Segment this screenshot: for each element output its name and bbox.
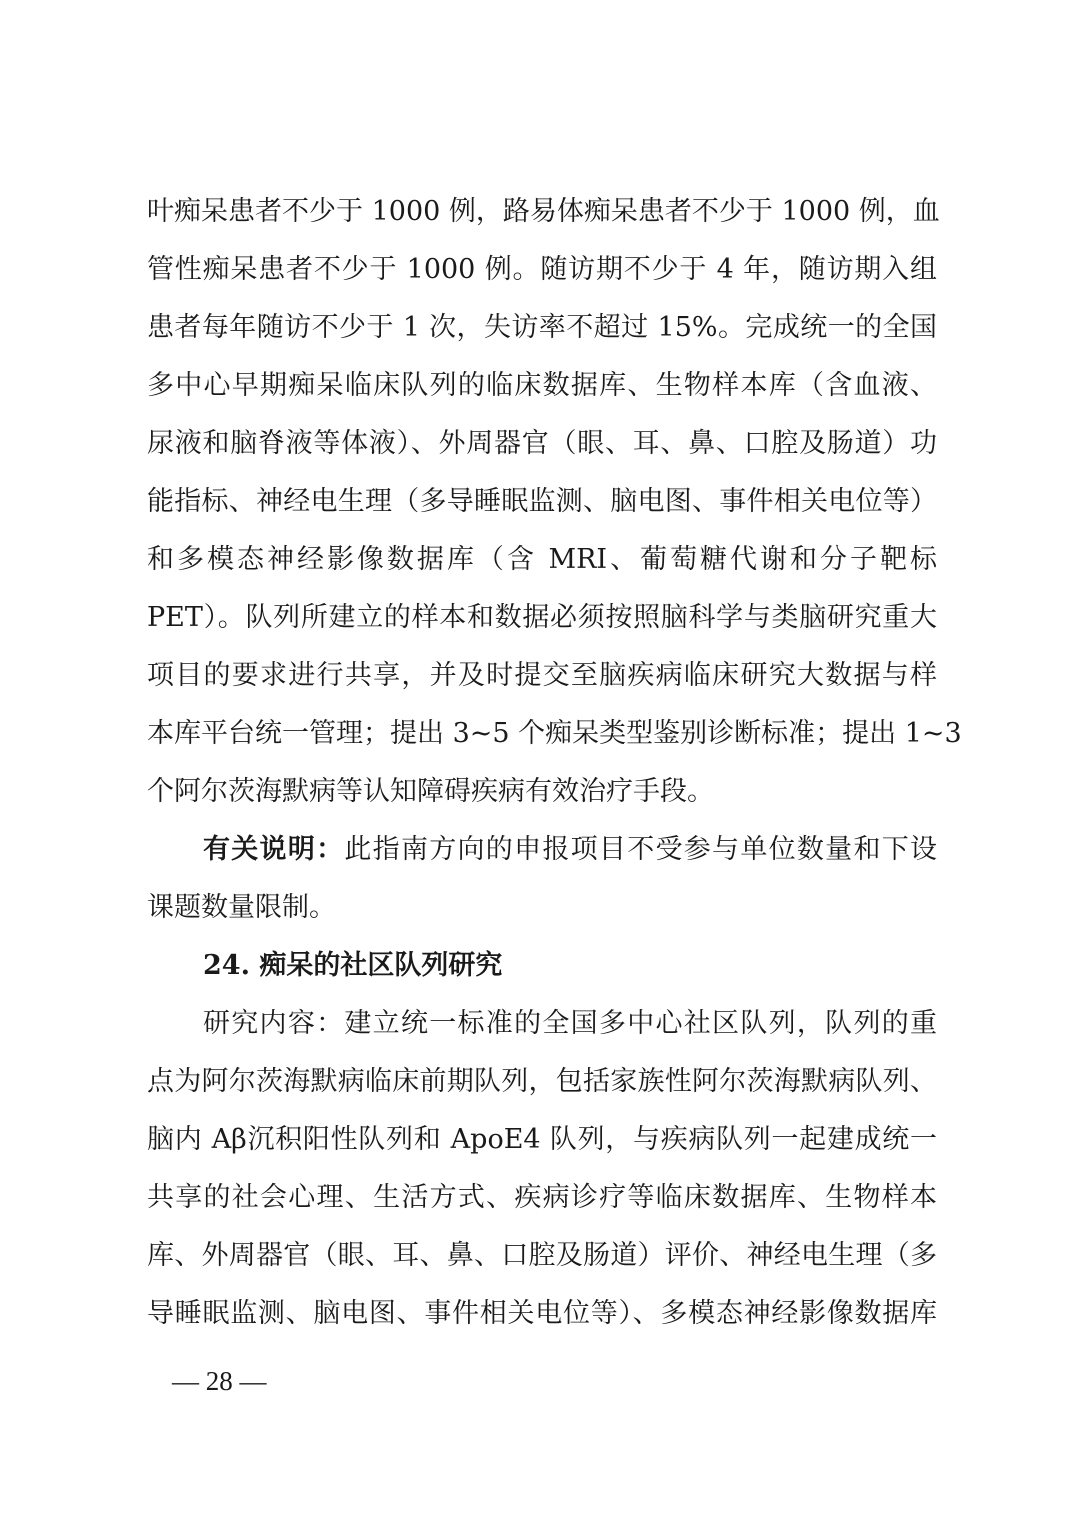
text-line: 多中心早期痴呆临床队列的临床数据库、生物样本库（含血液、 — [147, 370, 937, 401]
text-line: 管性痴呆患者不少于 1000 例。随访期不少于 4 年，随访期入组 — [147, 254, 937, 285]
text-line: 研究内容：建立统一标准的全国多中心社区队列，队列的重 — [203, 1008, 937, 1039]
note-text: 此指南方向的申报项目不受参与单位数量和下设 — [344, 834, 938, 865]
text-line: 共享的社会心理、生活方式、疾病诊疗等临床数据库、生物样本 — [147, 1182, 937, 1213]
text-line: 能指标、神经电生理（多导睡眠监测、脑电图、事件相关电位等） — [147, 486, 937, 517]
text-line: PET）。队列所建立的样本和数据必须按照脑科学与类脑研究重大 — [147, 602, 937, 633]
page-number: — 28 — — [172, 1366, 267, 1396]
text-line: 患者每年随访不少于 1 次，失访率不超过 15%。完成统一的全国 — [147, 312, 937, 343]
text-line: 导睡眠监测、脑电图、事件相关电位等）、多模态神经影像数据库 — [147, 1298, 937, 1329]
note-line: 课题数量限制。 — [147, 892, 336, 923]
paragraph-research-content — [147, 995, 937, 1343]
text-line: 脑内 Aβ沉积阳性队列和 ApoE4 队列，与疾病队列一起建成统一 — [147, 1124, 937, 1155]
text-line: 点为阿尔茨海默病临床前期队列，包括家族性阿尔茨海默病队列、 — [147, 1066, 937, 1097]
text-line: 尿液和脑脊液等体液）、外周器官（眼、耳、鼻、口腔及肠道）功 — [147, 428, 937, 459]
text-line: 叶痴呆患者不少于 1000 例，路易体痴呆患者不少于 1000 例，血 — [147, 196, 940, 227]
note-paragraph — [147, 821, 937, 937]
document-body — [147, 183, 962, 1343]
note-label: 有关说明： — [203, 834, 345, 865]
text-line: 本库平台统一管理；提出 3~5 个痴呆类型鉴别诊断标准；提出 1~3 — [147, 718, 962, 749]
text-line: 个阿尔茨海默病等认知障碍疾病有效治疗手段。 — [147, 776, 714, 807]
text-line: 和多模态神经影像数据库（含 MRI、葡萄糖代谢和分子靶标 — [147, 544, 937, 575]
paragraph-cohort-requirements — [147, 183, 962, 821]
text-line: 项目的要求进行共享，并及时提交至脑疾病临床研究大数据与样 — [147, 660, 937, 691]
section-heading: 24. 痴呆的社区队列研究 — [203, 950, 503, 981]
text-line: 库、外周器官（眼、耳、鼻、口腔及肠道）评价、神经电生理（多 — [147, 1240, 937, 1271]
note-line — [147, 821, 937, 879]
